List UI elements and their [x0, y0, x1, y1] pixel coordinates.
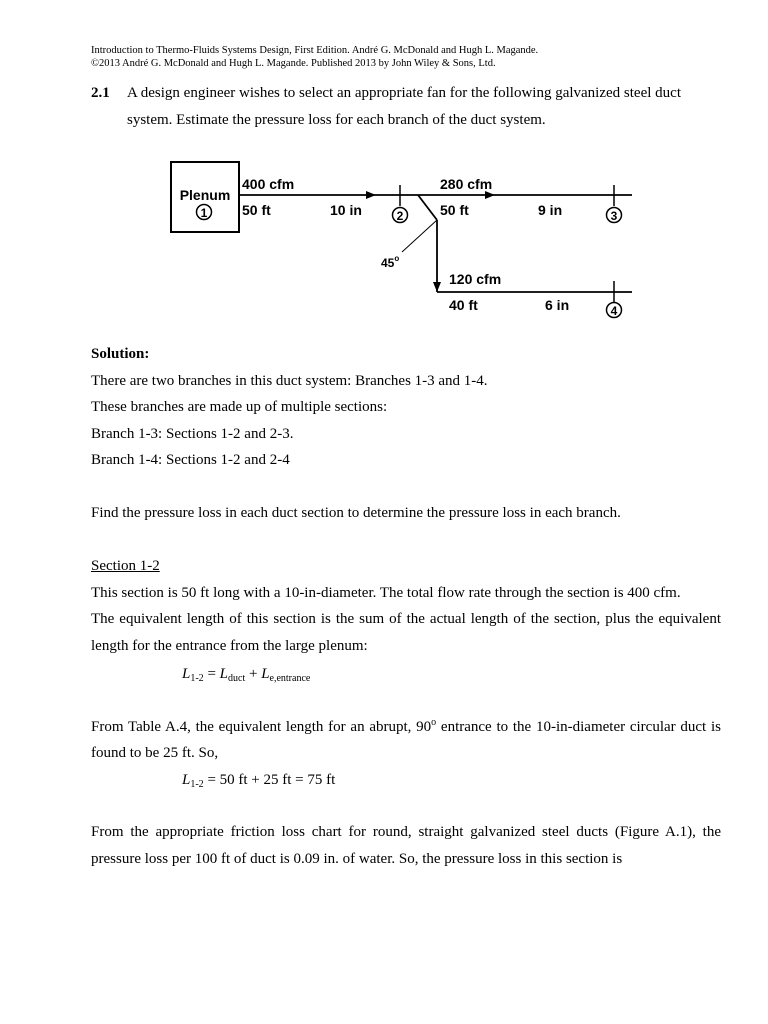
solution-line-2: These branches are made up of multiple sections:	[91, 399, 388, 415]
para3-degree: o	[431, 716, 437, 728]
para3-text-a: From Table A.4, the equivalent length for an abrupt, 90	[91, 718, 432, 735]
solution-heading: Solution:	[91, 346, 150, 362]
solution-line-3: Branch 1-3: Sections 1-2 and 2-3.	[91, 425, 294, 442]
sec24-flow-label: 120 cfm	[449, 271, 502, 287]
equation-1	[91, 661, 721, 688]
sec24-length-label: 40 ft	[449, 297, 478, 313]
section-1-2-para-3	[91, 714, 721, 767]
problem-statement	[91, 80, 721, 134]
page-header	[91, 44, 538, 70]
eq2-lhs-sub: 1-2	[190, 778, 204, 790]
eq1-equals: =	[203, 666, 220, 682]
equation-2	[91, 767, 721, 794]
duct-system-diagram	[0, 150, 768, 330]
sec12-diameter-label: 10 in	[330, 202, 362, 218]
section-1-2-para-4: From the appropriate friction loss chart for round, straight galvanized steel ducts (Figure A.1), the pressure loss per 100 ft of duct is 0.09 in. of water. So, the pressure loss in this section is	[91, 824, 721, 867]
section-1-2-title: Section 1-2	[91, 558, 160, 574]
sec24-diameter-label: 6 in	[545, 297, 570, 313]
flow-arrow-1-2	[366, 191, 376, 199]
flow-arrow-2-4-down	[433, 282, 441, 292]
sec12-length-label: 50 ft	[242, 202, 271, 218]
angle-label	[381, 254, 399, 270]
branch-45-line	[418, 195, 437, 220]
sec12-flow-label: 400 cfm	[242, 176, 295, 192]
eq1-lhs-var: L	[182, 666, 191, 682]
angle-value: 45	[381, 256, 395, 270]
eq1-t1-sub: duct	[228, 673, 246, 684]
eq1-t2-sub: e,entrance	[269, 673, 311, 684]
header-line-2: ©2013 André G. McDonald and Hugh L. Magande. Published 2013 by John Wiley & Sons, Ltd.	[91, 58, 496, 69]
eq2-lhs-var: L	[182, 771, 191, 788]
solution-line-1: There are two branches in this duct system: Branches 1-3 and 1-4.	[91, 372, 488, 389]
problem-line-1: A design engineer wishes to select an appropriate fan for the following galvanized steel duct	[127, 85, 681, 101]
solution-find: Find the pressure loss in each duct section to determine the pressure loss in each branch.	[91, 504, 621, 521]
eq1-t1-var: L	[219, 666, 228, 682]
node-2-label: 2	[396, 209, 404, 223]
eq2-rhs: = 50 ft + 25 ft = 75 ft	[203, 771, 336, 788]
sec23-flow-label: 280 cfm	[440, 176, 493, 192]
section-1-2-para-2: The equivalent length of this section is the sum of the actual length of the section, plus the equivalent length for the entrance from the large plenum:	[91, 611, 721, 654]
node-3-label: 3	[610, 209, 618, 223]
plenum-label: Plenum	[179, 187, 231, 203]
solution-line-4: Branch 1-4: Sections 1-2 and 2-4	[91, 452, 290, 468]
header-line-1: Introduction to Thermo-Fluids Systems Design, First Edition. André G. McDonald and Hugh L. Magande.	[91, 45, 539, 56]
problem-line-2: system. Estimate the pressure loss for each branch of the duct system.	[127, 112, 546, 128]
sec23-diameter-label: 9 in	[538, 202, 563, 218]
angle-leader-line	[402, 220, 437, 252]
eq1-lhs-sub: 1-2	[190, 673, 204, 684]
node-1-label: 1	[200, 206, 208, 220]
sec23-length-label: 50 ft	[440, 202, 469, 218]
solution-block	[91, 341, 721, 872]
para3-text-b: entrance to the 10-in-diameter circular duct is found to be 25 ft. So,	[91, 718, 721, 761]
problem-number: 2.1	[91, 85, 110, 101]
flow-arrow-2-3	[485, 191, 495, 199]
angle-degree: o	[394, 254, 400, 263]
node-4-label: 4	[610, 304, 618, 318]
eq1-plus: +	[245, 666, 262, 682]
eq1-t2-var: L	[261, 666, 270, 682]
section-1-2-line-1: This section is 50 ft long with a 10-in-diameter. The total flow rate through the section is 400 cfm.	[91, 584, 681, 601]
